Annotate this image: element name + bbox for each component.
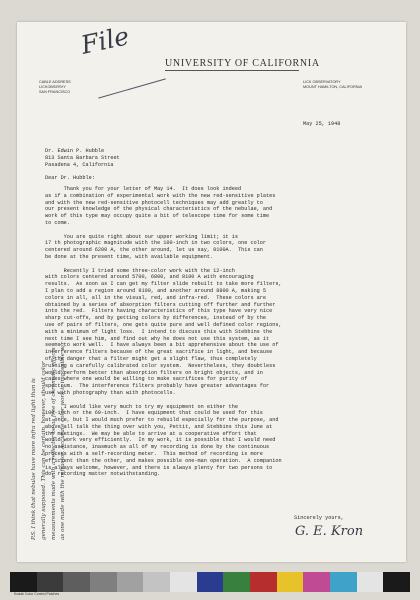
color-swatch [170,572,197,592]
color-swatch [197,572,224,592]
letter-page [17,22,406,562]
recipient-address: Dr. Edwin P. Hubble 813 Santa Barbara Street Pasadena 4, California [45,148,120,168]
color-swatch [37,572,64,592]
signature: G. E. Kron [295,524,364,539]
color-swatch [383,572,410,592]
color-swatch [90,572,117,592]
color-swatch [357,572,384,592]
color-swatch [63,572,90,592]
closing: Sincerely yours, [294,515,344,521]
handwritten-margin-note: P.S. I think that nebulae have more infra red light than is generally supposed. This can be certain, however, should color measurements made with a reflector be as free of chromatic effects as one made with the refractor. Accurate color work is impossible w/r [31,341,67,540]
color-swatch [143,572,170,592]
color-swatch [277,572,304,592]
color-swatch [10,572,37,592]
letter-date: May 25, 1948 [303,121,341,127]
color-swatch [330,572,357,592]
letterhead-observatory: LICK OBSERVATORY MOUNT HAMILTON, CALIFORNIA [303,80,363,89]
color-swatch [250,572,277,592]
color-swatch [303,572,330,592]
file-note-underline [98,78,166,98]
color-calibration-strip [10,572,410,592]
color-swatch [117,572,144,592]
color-chart-label: Kodak Color Control Patches [14,592,60,596]
letterhead-cable-address: CABLE ADDRESS LICKOBSERVY SAN FRANCISCO [39,80,71,94]
salutation: Dear Dr. Hubble: [45,175,95,181]
color-swatch [223,572,250,592]
handwritten-file-note: File [78,21,132,60]
letterhead-rule [165,70,299,71]
letterhead-university: UNIVERSITY OF CALIFORNIA [165,58,320,69]
letter-body: Thank you for your letter of May 14. It does look indeed as if a combination of experimental work with the new red-sensitive plates and with the new red-sensitive photocell techniques may add greatly to our present knowledge of the physical characteristics of the nebulae, and work of this type may occupy quite a bit of telescope time for some time to come. You are quite right about our upper working limit; it is 17 th photographic magnitude with the 100-inch in two colors, one color centered around 6200 A, the other around, let us say, 8100A. This can be done at the present time, with available equipment. Recently I tried some three-color work with the 12-inch with colors centered around 5700, 6800, and 8100 A with encouraging results. As soon as I can get my filter slide rebuilt to take more filters, I plan to add a region around 9100, and another around 8800 A, making 5 colors in all, all in the visual, red, and infra-red. These colors are obtained by a series of absorption filters cutting off further and further into the red. Filters having characteristics of this type have very nice sharp cut-offs, and by getting colors by differences, instead of by the use of pairs of filters, one gets quite pure and well defined color regions, with a minimum of light loss. I intend to discuss this with Stebbins the next time I see him, and find out why he does not use this system, as it seems to work well. I have always been a bit apprehensive about the use of interference filters because of the great sacrifice in light, and because of the danger that a filter might get a slight flaw, thus completely ruining a carefully calibrated color system. Nevertheless, they doubtless would perform better than absorption filters on bright objects, and in cases where one would be willing to make sacrifices for purity of spectrum. The interference filters probably have greater advantages for use with photography than with photocells. I would like very much to try my equipment on either the 100-inch or the 60-inch. I have equipment that could be used for this at once, but I would much prefer to rebuild especially for the purpose, and above all talk the thing over with you, Pettit, and Stebbins this June at the meetings. We may be able to arrive at a cooperative effort that would work very efficiently. In my work, it is possible that I would need no assistance, inasmuch as all of my recording is done by the continuous process with a self-recording meter. This method of recording is more efficient than the other, and makes possible one-man operation. A companion is always welcome, however, and there is always plenty for two persons to do, recording matter notwithstanding. [45,186,282,478]
